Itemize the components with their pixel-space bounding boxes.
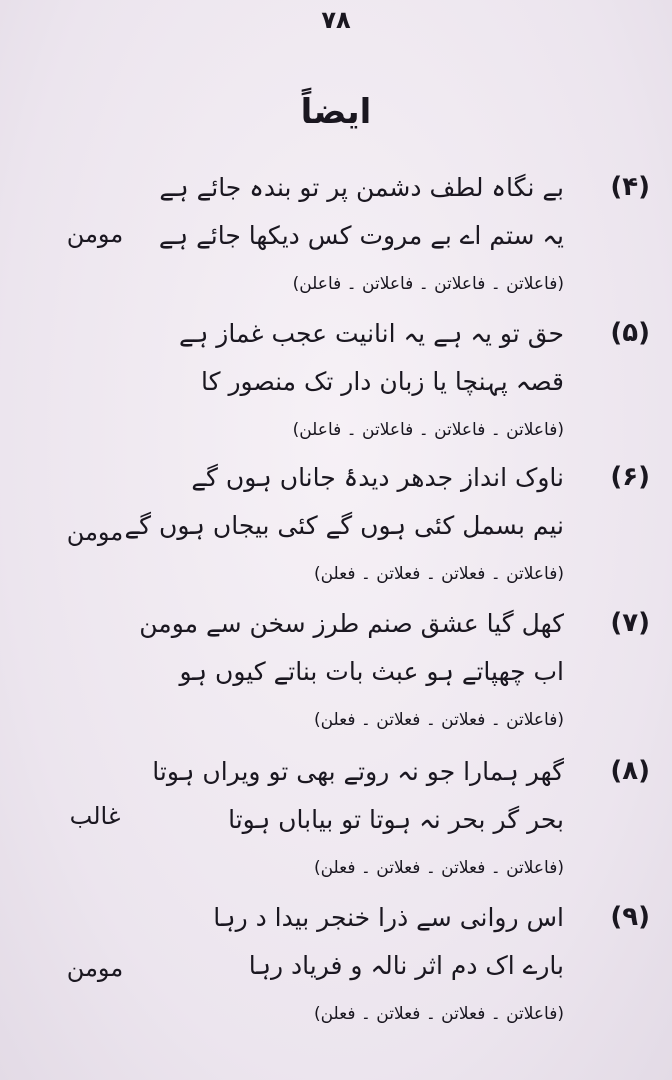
page-number: ۷۸	[321, 6, 351, 34]
verse-number: (۹)	[610, 902, 650, 932]
poet-name: غالب	[69, 802, 121, 830]
verse-number: (۷)	[610, 608, 650, 638]
verse-line-1: حق تو یہ ہے یہ انانیت عجب غماز ہے	[179, 319, 564, 348]
verse-meter: (فاعلاتن ۔ فاعلاتن ۔ فاعلاتن ۔ فاعلن)	[292, 420, 564, 440]
verse-number: (۵)	[610, 318, 650, 348]
verse-line-1: بے نگاہ لطف دشمن پر تو بندہ جائے ہے	[159, 173, 564, 202]
verse-line-2: نیم بسمل کئی ہوں گے کئی بیجاں ہوں گے	[124, 511, 564, 540]
page-heading: ایضاً	[300, 92, 372, 132]
poet-name: مومن	[66, 220, 124, 248]
verse-meter: (فاعلاتن ۔ فعلاتن ۔ فعلاتن ۔ فعلن)	[313, 1004, 564, 1024]
verse-line-1: اس روانی سے ذرا خنجر بیدا د رہا	[213, 903, 564, 932]
verse-line-1: کھل گیا عشق صنم طرز سخن سے مومن	[139, 609, 564, 638]
verse-line-2: یہ ستم اے بے مروت کس دیکھا جائے ہے	[158, 221, 564, 250]
verse-number: (۸)	[610, 756, 650, 786]
poet-name: مومن	[66, 954, 124, 982]
verse-line-2: بارے اک دم اثر نالہ و فریاد رہا	[248, 951, 564, 980]
verse-line-1: ناوک انداز جدھر دیدۂ جاناں ہوں گے	[191, 463, 564, 492]
verse-number: (۴)	[610, 172, 650, 202]
verse-line-2: اب چھپاتے ہو عبث بات بناتے کیوں ہو	[179, 657, 564, 686]
verse-meter: (فاعلاتن ۔ فاعلاتن ۔ فاعلاتن ۔ فاعلن)	[292, 274, 564, 294]
verse-line-1: گھر ہمارا جو نہ روتے بھی تو ویراں ہوتا	[152, 757, 564, 786]
verse-meter: (فاعلاتن ۔ فعلاتن ۔ فعلاتن ۔ فعلن)	[313, 858, 564, 878]
poet-name: مومن	[66, 518, 124, 546]
verse-number: (۶)	[610, 462, 650, 492]
verse-line-2: قصہ پہنچا یا زبان دار تک منصور کا	[200, 367, 564, 396]
verse-meter: (فاعلاتن ۔ فعلاتن ۔ فعلاتن ۔ فعلن)	[313, 710, 564, 730]
verse-meter: (فاعلاتن ۔ فعلاتن ۔ فعلاتن ۔ فعلن)	[313, 564, 564, 584]
verse-line-2: بحر گر بحر نہ ہوتا تو بیاباں ہوتا	[228, 805, 564, 834]
